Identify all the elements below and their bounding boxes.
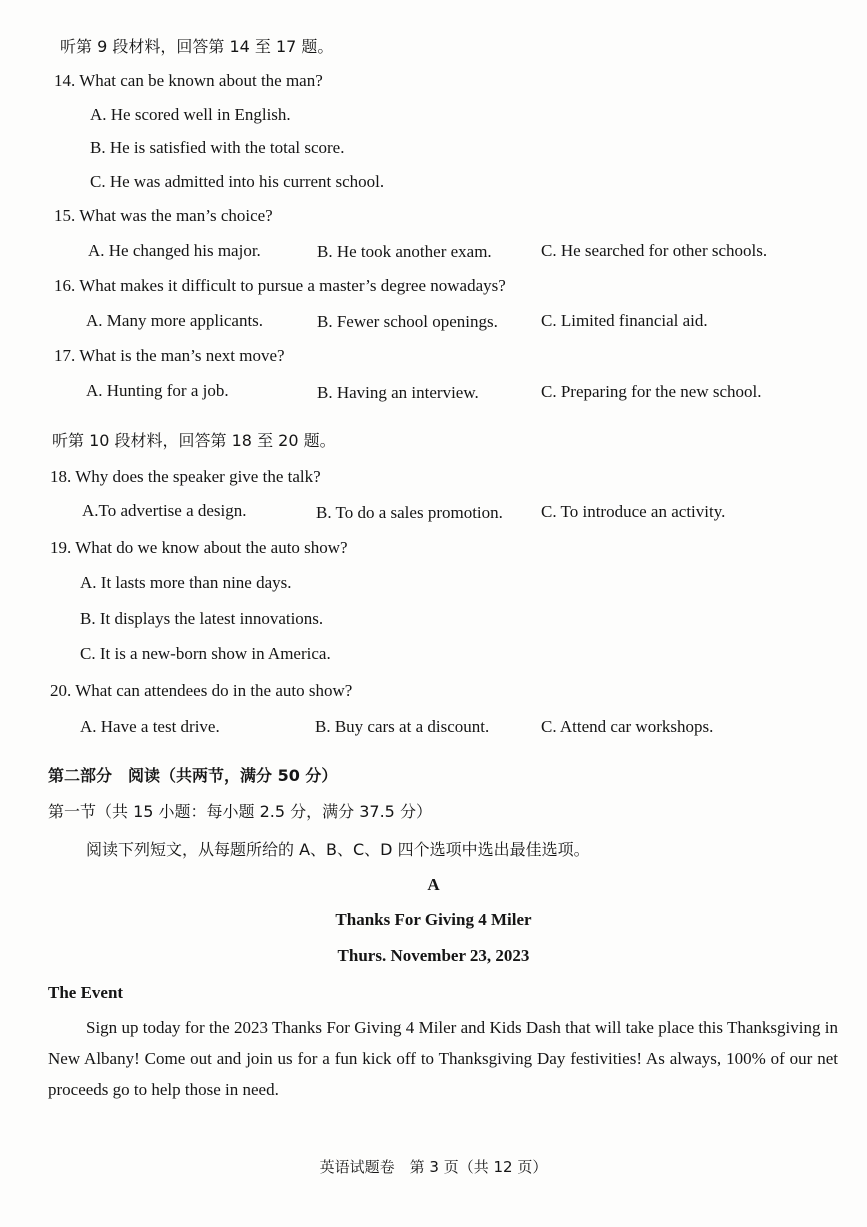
answer-option: B. Fewer school openings. [317,312,498,331]
answer-option: B. He took another exam. [317,242,492,261]
section-header: 听第 10 段材料，回答第 18 至 20 题。 [52,431,336,450]
answer-option: A. He changed his major. [88,241,261,260]
question-stem: 16. What makes it difficult to pursue a master’s degree nowadays? [54,276,506,295]
answer-option: C. To introduce an activity. [541,502,726,521]
answer-option: B. Having an interview. [317,383,479,402]
passage-title: Thanks For Giving 4 Miler [335,910,532,929]
answer-option: A.To advertise a design. [82,501,247,520]
answer-option: A. Many more applicants. [86,311,264,330]
passage-body: Sign up today for the 2023 Thanks For Giving 4 Miler and Kids Dash that will take place this Thanksgiving in New Albany! Come out and join us for a fun kick off to Thanksgiving Day festivities! As always, 100% of our net proceeds go to help those in need. [48,1018,838,1099]
answer-option: C. It is a new-born show in America. [80,644,331,663]
instructions: 阅读下列短文，从每题所给的 A、B、C、D 四个选项中选出最佳选项。 [86,840,590,859]
answer-option: C. Attend car workshops. [541,717,714,736]
question-stem: 17. What is the man’s next move? [54,346,285,365]
section-title: 第一节（共 15 小题：每小题 2.5 分，满分 37.5 分） [48,802,432,821]
passage-heading: The Event [48,983,124,1002]
answer-option: A. Hunting for a job. [86,381,229,400]
answer-option: C. Preparing for the new school. [541,382,762,401]
answer-option: C. He searched for other schools. [541,241,768,260]
answer-option: B. To do a sales promotion. [316,503,503,522]
page-footer: 英语试题卷 第 3 页（共 12 页） [319,1158,548,1176]
part-title: 第二部分 阅读（共两节，满分 50 分） [48,766,338,785]
answer-option: B. It displays the latest innovations. [80,609,324,628]
answer-option: B. He is satisfied with the total score. [90,138,345,157]
question-stem: 15. What was the man’s choice? [54,206,273,225]
question-stem: 14. What can be known about the man? [54,71,323,90]
answer-option: B. Buy cars at a discount. [315,717,490,736]
answer-option: C. He was admitted into his current school. [90,172,385,191]
question-stem: 19. What do we know about the auto show? [50,538,348,557]
section-header: 听第 9 段材料，回答第 14 至 17 题。 [60,37,334,56]
question-stem: 18. Why does the speaker give the talk? [50,467,321,486]
passage-date: Thurs. November 23, 2023 [337,946,530,965]
question-stem: 20. What can attendees do in the auto show? [50,681,353,700]
answer-option: A. He scored well in English. [90,105,291,124]
answer-option: A. It lasts more than nine days. [80,573,292,592]
answer-option: A. Have a test drive. [80,717,220,736]
passage-label: A [427,875,440,894]
answer-option: C. Limited financial aid. [541,311,708,330]
